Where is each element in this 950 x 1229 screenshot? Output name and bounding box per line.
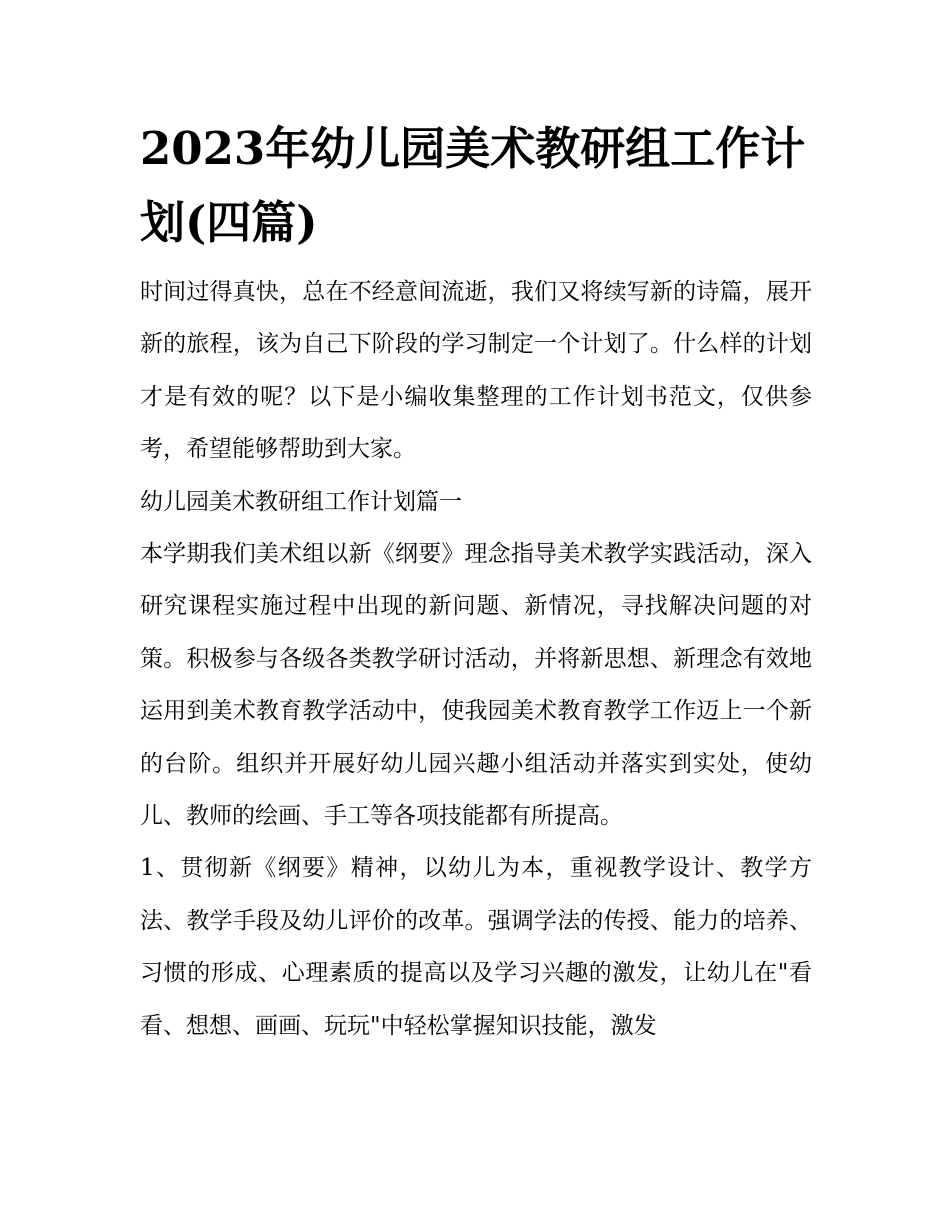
intro-paragraph: 时间过得真快，总在不经意间流逝，我们又将续写新的诗篇，展开新的旅程，该为自己下阶段的学习制定一个计划了。什么样的计划才是有效的呢？以下是小编收集整理的工作计划书范文，仅供参考，希望能够帮助到大家。 bbox=[140, 279, 812, 463]
body-paragraph-1: 本学期我们美术组以新《纲要》理念指导美术教学实践活动，深入研究课程实施过程中出现的新问题、新情况，寻找解决问题的对策。积极参与各级各类教学研讨活动，并将新思想、新理念有效地运用到美术教育教学活动中，使我园美术教育教学工作迈上一个新的台阶。组织并开展好幼儿园兴趣小组活动并落实到实处，使幼儿、教师的绘画、手工等各项技能都有所提高。 bbox=[140, 541, 812, 830]
section-heading: 幼儿园美术教研组工作计划篇一 bbox=[140, 488, 462, 515]
body-paragraph-2: 1、贯彻新《纲要》精神，以幼儿为本，重视教学设计、教学方法、教学手段及幼儿评价的改革。强调学法的传授、能力的培养、习惯的形成、心理素质的提高以及学习兴趣的激发，让幼儿在"看看、想想、画画、玩玩"中轻松掌握知识技能，激发 bbox=[140, 855, 812, 1039]
document-title: 2023年幼儿园美术教研组工作计划(四篇) bbox=[140, 122, 806, 249]
document-body bbox=[140, 112, 812, 1052]
